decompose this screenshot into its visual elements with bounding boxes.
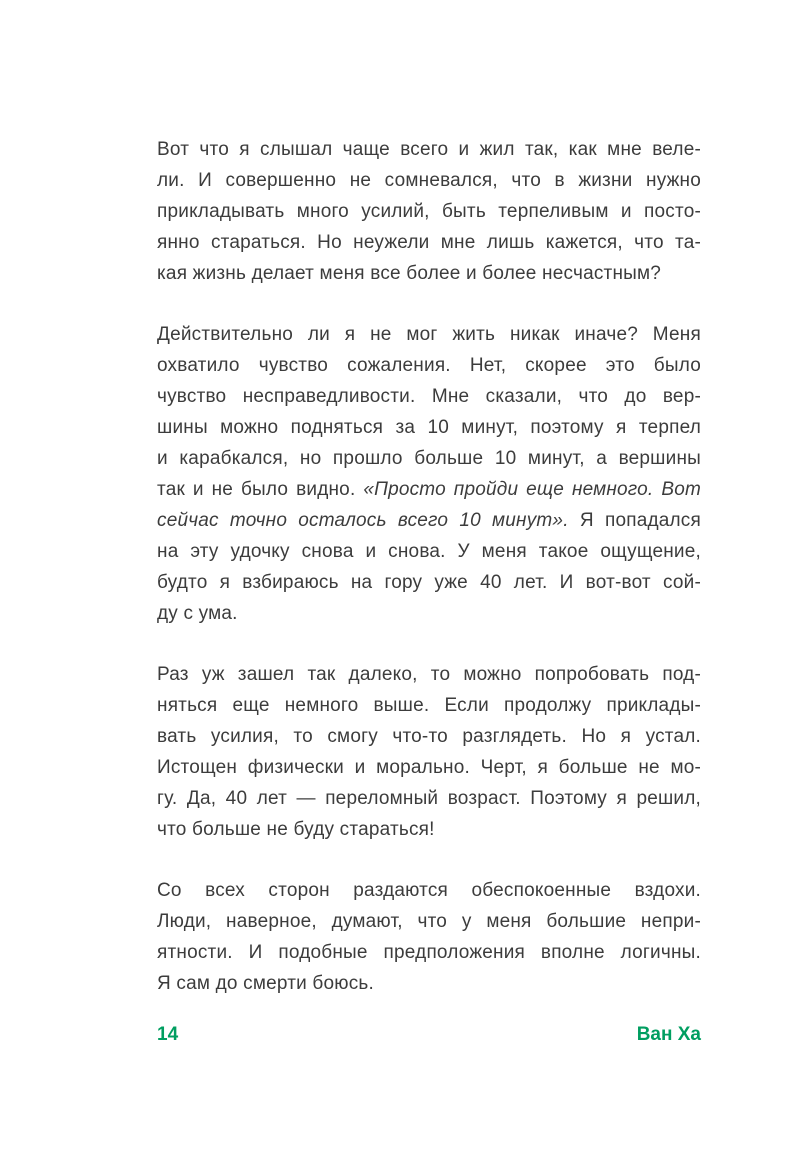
text-line (157, 968, 701, 999)
text-line (157, 536, 701, 567)
text-segment: ли. И совершенно не сомневался, что в жизни нужно (157, 170, 701, 191)
text-segment: кая жизнь делает меня все более и более несчастным? (157, 263, 662, 284)
text-line (157, 659, 701, 690)
italic-text-segment: сейчас точно осталось всего 10 минут». (157, 510, 569, 531)
page-number: 14 (157, 1024, 179, 1045)
italic-text-segment: «Просто пройди еще немного. Вот (363, 479, 701, 500)
text-line (157, 165, 701, 196)
text-line (157, 319, 701, 350)
text-segment: так и не было видно. (157, 479, 364, 500)
text-line (157, 505, 701, 536)
text-segment: Со всех сторон раздаются обеспокоенные вздохи. (157, 880, 701, 901)
paragraph (157, 134, 701, 289)
text-line (157, 474, 701, 505)
text-segment: что больше не буду стараться! (157, 819, 435, 840)
text-segment: Вот что я слышал чаще всего и жил так, как мне веле- (157, 139, 701, 160)
text-segment: ятности. И подобные предположения вполне логичны. (157, 942, 701, 963)
text-segment: Я попадался (568, 510, 701, 531)
text-segment: и карабкался, но прошло больше 10 минут, а вершины (157, 448, 701, 469)
author-name: Ван Ха (636, 1024, 701, 1045)
text-line (157, 258, 701, 289)
text-line (157, 134, 701, 165)
text-block (157, 134, 701, 999)
paragraph (157, 319, 701, 629)
text-line (157, 783, 701, 814)
text-line (157, 227, 701, 258)
text-line (157, 567, 701, 598)
text-line (157, 906, 701, 937)
text-segment: чувство несправедливости. Мне сказали, что до вер- (157, 386, 701, 407)
paragraph (157, 875, 701, 999)
text-segment: охватило чувство сожаления. Нет, скорее это было (157, 355, 701, 376)
text-segment: ду с ума. (157, 603, 238, 624)
text-line (157, 443, 701, 474)
text-segment: шины можно подняться за 10 минут, поэтому я терпел (157, 417, 701, 438)
text-line (157, 598, 701, 629)
text-segment: прикладывать много усилий, быть терпеливым и посто- (157, 201, 701, 222)
text-segment: гу. Да, 40 лет — переломный возраст. Поэтому я решил, (157, 788, 701, 809)
text-segment: Действительно ли я не мог жить никак иначе? Меня (157, 324, 701, 345)
text-segment: будто я взбираюсь на гору уже 40 лет. И вот-вот сой- (157, 572, 701, 593)
text-segment: Я сам до смерти боюсь. (157, 973, 374, 994)
paragraph (157, 659, 701, 845)
text-line (157, 196, 701, 227)
text-line (157, 690, 701, 721)
text-segment: на эту удочку снова и снова. У меня такое ощущение, (157, 541, 701, 562)
text-line (157, 875, 701, 906)
page-footer (157, 1024, 701, 1046)
text-segment: янно стараться. Но неужели мне лишь кажется, что та- (157, 232, 701, 253)
text-segment: Раз уж зашел так далеко, то можно попробовать под- (157, 664, 701, 685)
text-segment: Люди, наверное, думают, что у меня большие непри- (157, 911, 701, 932)
text-line (157, 752, 701, 783)
text-line (157, 412, 701, 443)
text-line (157, 814, 701, 845)
text-line (157, 937, 701, 968)
text-segment: няться еще немного выше. Если продолжу приклады- (157, 695, 701, 716)
text-line (157, 721, 701, 752)
text-line (157, 350, 701, 381)
text-line (157, 381, 701, 412)
text-segment: Истощен физически и морально. Черт, я больше не мо- (157, 757, 701, 778)
text-segment: вать усилия, то смогу что-то разглядеть. Но я устал. (157, 726, 701, 747)
